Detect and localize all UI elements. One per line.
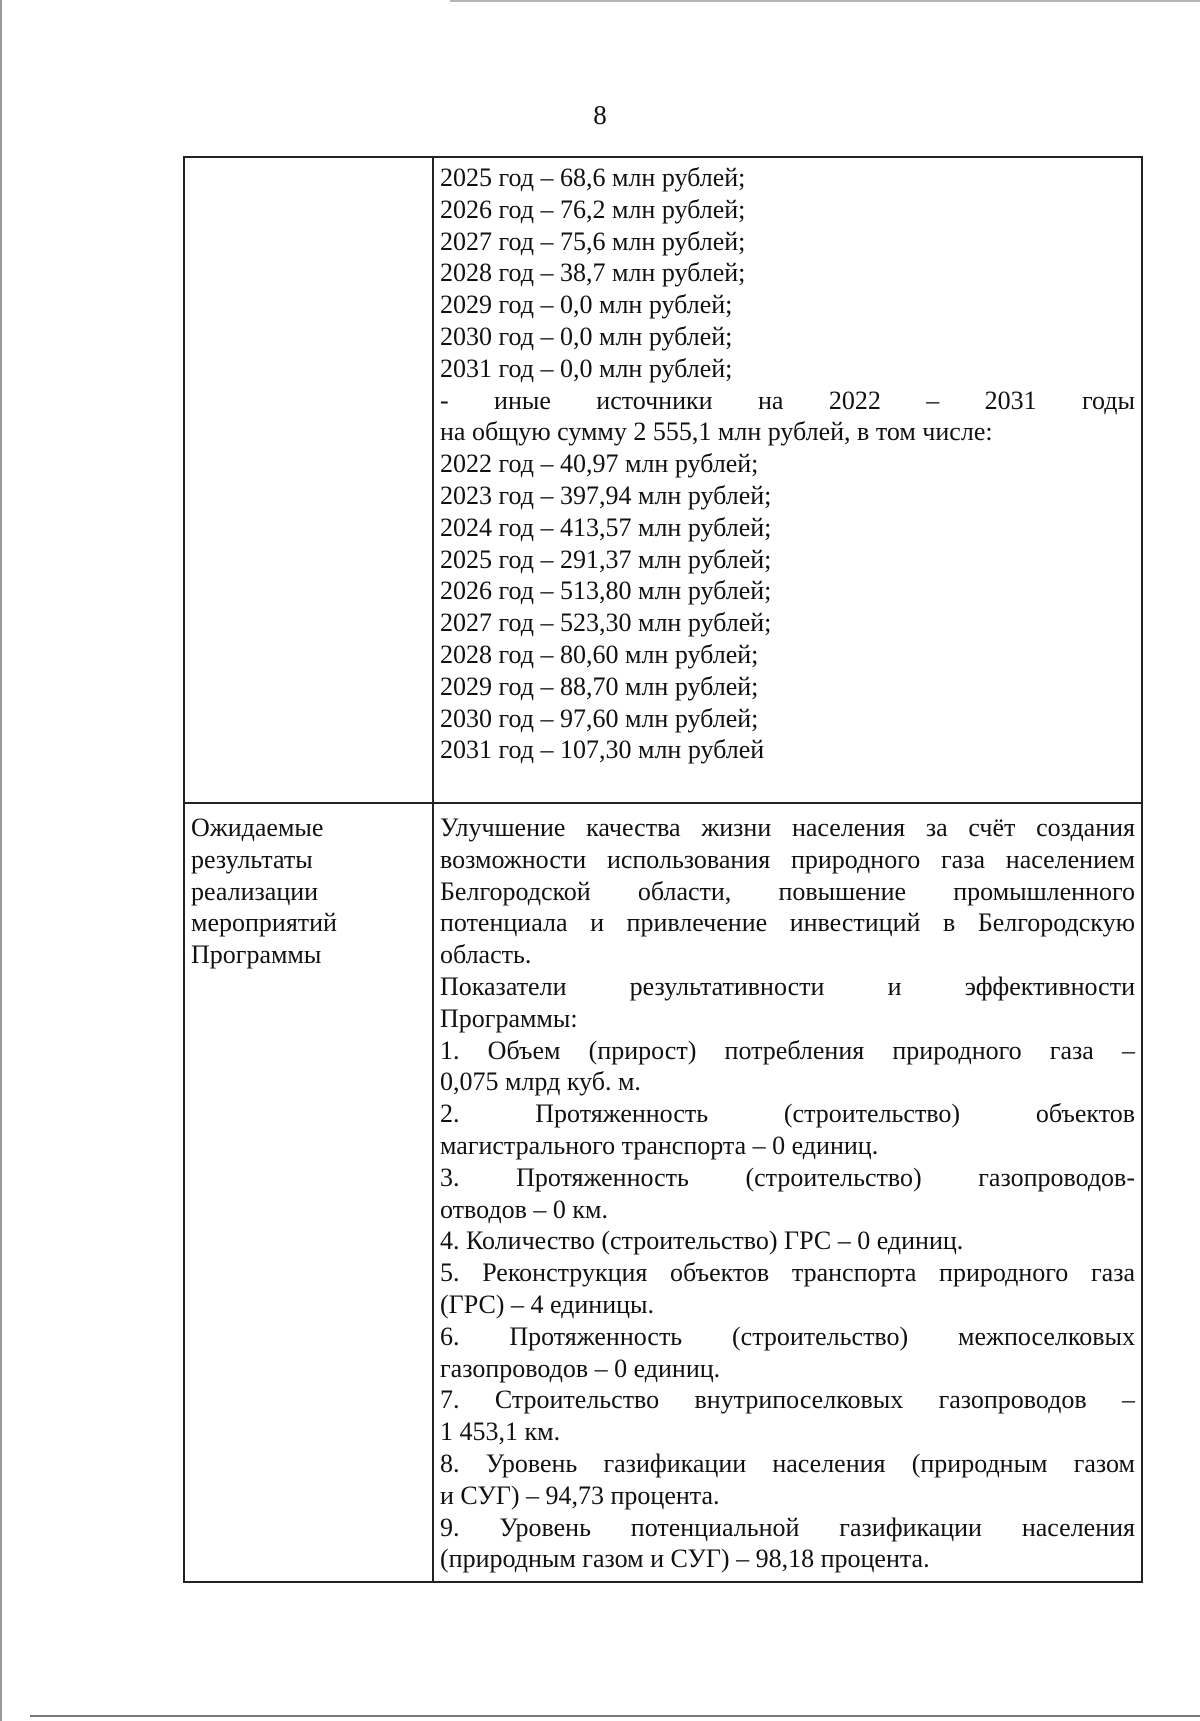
- indicator-item-3-cont: отводов – 0 км.: [440, 1194, 608, 1224]
- indicator-item-5-cont: (ГРС) – 4 единицы.: [440, 1289, 655, 1319]
- results-label-line: Программы: [191, 940, 322, 970]
- funding-line: 2030 год – 0,0 млн рублей;: [440, 321, 733, 351]
- indicator-item-8-cont: и СУГ) – 94,73 процента.: [440, 1480, 720, 1510]
- indicator-item-9: 9. Уровень потенциальной газификации населения: [440, 1512, 1135, 1542]
- table-row-funding: [184, 157, 1142, 803]
- results-content-cell: [433, 803, 1142, 1582]
- indicator-item-6: 6. Протяженность (строительство) межпоселковых: [440, 1321, 1135, 1351]
- funding-line: 2029 год – 88,70 млн рублей;: [440, 671, 759, 701]
- indicator-item-9-cont: (природным газом и СУГ) – 98,18 процента.: [440, 1544, 930, 1574]
- results-label-line: Ожидаемые: [191, 813, 324, 842]
- results-intro-line: возможности использования природного газа населением: [440, 844, 1135, 874]
- results-intro-line: Улучшение качества жизни населения за счёт создания: [440, 813, 1135, 842]
- funding-line: 2031 год – 0,0 млн рублей;: [440, 353, 733, 383]
- funding-line: 2025 год – 68,6 млн рублей;: [440, 163, 746, 192]
- results-label-line: реализации: [191, 876, 319, 906]
- other-sources-heading: - иные источники на 2022 – 2031 годы: [440, 385, 1135, 415]
- funding-line: 2026 год – 513,80 млн рублей;: [440, 576, 772, 606]
- indicators-heading-cont: Программы:: [440, 1003, 578, 1033]
- page-edge-left: [0, 0, 2, 1721]
- indicator-item-3: 3. Протяженность (строительство) газопроводов-: [440, 1162, 1135, 1192]
- other-sources-total: на общую сумму 2 555,1 млн рублей, в том числе:: [440, 417, 993, 447]
- indicator-item-4: 4. Количество (строительство) ГРС – 0 единиц.: [440, 1226, 964, 1256]
- funding-values-cell: [433, 157, 1142, 803]
- indicator-item-1-cont: 0,075 млрд куб. м.: [440, 1067, 641, 1097]
- results-label-cell: [184, 803, 433, 1582]
- program-passport-table: [183, 156, 1143, 1583]
- results-intro-line: потенциала и привлечение инвестиций в Белгородскую: [440, 908, 1135, 938]
- funding-line: 2027 год – 75,6 млн рублей;: [440, 226, 746, 256]
- funding-line: 2026 год – 76,2 млн рублей;: [440, 194, 746, 224]
- indicator-item-6-cont: газопроводов – 0 единиц.: [440, 1353, 721, 1383]
- funding-label-cell: [184, 157, 433, 803]
- results-intro-line: область.: [440, 940, 532, 970]
- indicator-item-7: 7. Строительство внутрипоселковых газопроводов –: [440, 1385, 1135, 1415]
- table-row-expected-results: [184, 803, 1142, 1582]
- indicator-item-5: 5. Реконструкция объектов транспорта природного газа: [440, 1258, 1135, 1288]
- indicator-item-1: 1. Объем (прирост) потребления природного газа –: [440, 1035, 1135, 1065]
- funding-line: 2031 год – 107,30 млн рублей: [440, 735, 765, 765]
- indicator-item-7-cont: 1 453,1 км.: [440, 1417, 561, 1447]
- page-number: 8: [593, 100, 607, 130]
- results-label-line: результаты: [191, 844, 313, 874]
- indicator-item-2: 2. Протяженность (строительство) объектов: [440, 1099, 1135, 1129]
- indicator-item-2-cont: магистрального транспорта – 0 единиц.: [440, 1130, 879, 1160]
- funding-line: 2027 год – 523,30 млн рублей;: [440, 608, 772, 638]
- indicators-heading: Показатели результативности и эффективности: [440, 971, 1135, 1001]
- page-edge-top: [450, 0, 1200, 2]
- funding-line: 2028 год – 80,60 млн рублей;: [440, 639, 759, 669]
- indicator-item-8: 8. Уровень газификации населения (природным газом: [440, 1448, 1135, 1478]
- funding-line: 2028 год – 38,7 млн рублей;: [440, 258, 746, 288]
- funding-line: 2030 год – 97,60 млн рублей;: [440, 703, 759, 733]
- funding-line: 2029 год – 0,0 млн рублей;: [440, 290, 733, 320]
- funding-line: 2025 год – 291,37 млн рублей;: [440, 544, 772, 574]
- funding-line: 2023 год – 397,94 млн рублей;: [440, 480, 772, 510]
- funding-line: 2024 год – 413,57 млн рублей;: [440, 512, 772, 542]
- results-intro-line: Белгородской области, повышение промышленного: [440, 876, 1135, 906]
- page-edge-bottom: [30, 1715, 1200, 1717]
- funding-line: 2022 год – 40,97 млн рублей;: [440, 449, 759, 479]
- results-label-line: мероприятий: [191, 908, 337, 938]
